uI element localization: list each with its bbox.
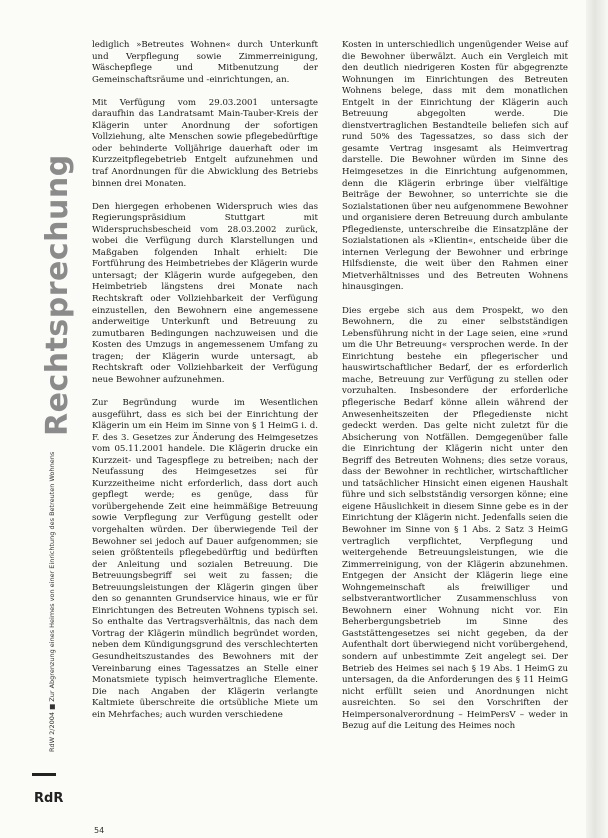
- paragraph: Zur Begründung wurde im Wesentlichen ausgeführt, dass es sich bei der Einrichtung der Klägerin um ein Heim im Sinne von § 1 HeimG i. d. F. des 3. Gesetzes zur Änderung des Heimgesetzes vom 05.11.2001 handele. Die Klägerin drucke ein Kurzzeit- und Tagespflege zu betreiben; nach der Neufassung des Heimgesetzes sei für Kurzzeitheime nicht erforderlich, dass dort auch gepflegt werde; es genüge, dass für vorübergehende Zeit eine heimmäßige Betreuung sowie Verpflegung zur Verfügung gestellt oder vorgehalten würden. Der überwiegende Teil der Bewohner sei jedoch auf Dauer aufgenommen; sie seien größtenteils pflegebedürftig und bedürften der Anleitung und sozialen Betreuung. Die Betreuungsbegriff sei weit zu fassen; die Betreuungsleistungen der Klägerin gingen über den so genannten Grundservice hinaus, wie er für Einrichtungen des Betreuten Wohnens typisch sei. So enthalte das Vertragsverhältnis, das nach dem Vortrag der Klägerin mündlich begründet worden, neben dem Kündigungsgrund des verschlechterten Gesundheitszustandes des Bewohners mit der Vereinbarung eines Tagessatzes an Stelle einer Monatsmiete typisch heimvertragliche Elemente. Die nach Angaben der Klägerin verlangte Kaltmiete überschreite die ortsübliche Miete um ein Mehrfaches; auch wurden verschiedene: [92, 397, 318, 720]
- logo-bar: [32, 773, 56, 776]
- left-text-column: [92, 40, 318, 721]
- journal-running-title: RdW 2/2004 ■ Zur Abgrenzung eines Heimes von einer Einrichtung des Betreuten Wohnens: [48, 451, 56, 752]
- paragraph: Dies ergebe sich aus dem Prospekt, wo den Bewohnern, die zu einer selbstständigen Lebensführung nicht in der Lage seien, eine »rund um die Uhr Betreuung« versprochen werde. In der Einrichtung bestehe ein pflegerischer und hauswirtschaftlicher Bedarf, der es erforderlich mache, Betreuung zur Verfügung zu stellen oder vorzuhalten. Insbesondere der erforderliche pflegerische Bedarf könne allein während der Anwesenheitszeiten der Pflegedienste nicht gedeckt werden. Das gelte nicht zuletzt für die Absicherung von Notfällen. Demgegenüber falle die Einrichtung der Klägerin nicht unter den Begriff des Betreuten Wohnens; dies setze voraus, dass der Bewohner in rechtlicher, wirtschaftlicher und tatsächlicher Hinsicht einen eigenen Haushalt führe und sich selbstständig versorgen könne; eine eigene Häuslichkeit in diesem Sinne gebe es in der Einrichtung der Klägerin nicht. Jedenfalls seien die Bewohner im Sinne von § 1 Abs. 2 Satz 3 HeimG vertraglich verpflichtet, Verpflegung und weitergehende Betreuungsleistungen, wie die Zimmerreinigung, von der Klägerin abzunehmen. Entgegen der Ansicht der Klägerin liege eine Wohngemeinschaft als freiwilliger und selbstverantwortlicher Zusammenschluss von Bewohnern einer Wohnung nicht vor. Ein Beherbergungsbetrieb im Sinne des Gaststättengesetzes sei nicht gegeben, da der Aufenthalt dort überwiegend nicht vorübergehend, sondern auf unbestimmte Zeit angelegt sei. Der Betrieb des Heimes sei nach § 19 Abs. 1 HeimG zu untersagen, da die Anforderungen des § 11 HeimG nicht erfüllt seien und Anordnungen nicht ausreichten. So sei den Vorschriften der Heimpersonalverordnung – HeimPersV – weder in Bezug auf die Leitung des Heimes noch: [342, 305, 568, 732]
- page-number: 54: [94, 826, 105, 835]
- left-margin: [0, 0, 86, 838]
- paragraph: lediglich »Betreutes Wohnen« durch Unterkunft und Verpflegung sowie Zimmerreinigung, Wäschepflege und Mitbenutzung der Gemeinschaftsräume und -einrichtungen, an.: [92, 40, 318, 85]
- paragraph: Kosten in unterschiedlich ungenügender Weise auf die Bewohner überwälzt. Auch ein Vergleich mit den deutlich niedrigeren Kosten für abgegrenzte Wohnungen im Einrichtungen des Betreuten Wohnens belege, dass mit dem monatlichen Entgelt in der Einrichtung der Klägerin auch Betreuung abgegolten werde. Die dienstvertraglichen Bestandteile beliefen sich auf rund 50% des Tagessatzes, so dass sich der gesamte Vertrag insgesamt als Heimvertrag darstelle. Die Bewohner würden im Sinne des Heimgesetzes in die Einrichtung aufgenommen, denn die Klägerin erbringe über vielfältige Beiträge der Bewohner, so unterrichte sie die Sozialstationen über neu aufgenommene Bewohner und organisiere deren Betreuung durch ambulante Pflegedienste, unterschreibe die Einsatzpläne der Sozialstationen als »Klientin«, entscheide über die internen Verlegung der Bewohner und erbringe Hilfsdienste, die weit über den Rahmen einer Mietverhältnisses und des Betreuten Wohnens hinausgingen.: [342, 40, 568, 293]
- paragraph: Mit Verfügung vom 29.03.2001 untersagte daraufhin das Landratsamt Main-Tauber-Kreis der Klägerin unter Anordnung der sofortigen Vollziehung, alte Menschen sowie pflegebedürftige oder behinderte Volljährige dauerhaft oder im Kurzzeitpflegebetrieb Entgelt aufzunehmen und traf Anordnungen für die Abwicklung des Betriebs binnen drei Monaten.: [92, 97, 318, 189]
- page-edge-shadow: [586, 0, 608, 838]
- section-heading: [40, 154, 86, 436]
- right-text-column: [342, 40, 568, 733]
- paragraph: Den hiergegen erhobenen Widerspruch wies das Regierungspräsidium Stuttgart mit Widerspruchsbescheid vom 28.03.2002 zurück, wobei die Verfügung durch Klarstellungen und Maßgaben folgenden Inhalt erhielt: Die Fortführung des Heimbetriebes der Klägerin wurde untersagt; der Klägerin wurde aufgegeben, den Heimbetrieb längstens drei Monate nach Rechtskraft oder Vollziehbarkeit der Verfügung einzustellen, den Bewohnern eine angemessene anderweitige Unterkunft und Betreuung zu zumutbaren Bedingungen nachzuweisen und die Kosten des Umzugs in angemessenem Umfang zu tragen; der Klägerin wurde untersagt, ab Rechtskraft oder Vollziehbarkeit der Verfügung neue Bewohner aufzunehmen.: [92, 201, 318, 385]
- section-heading-text: Rechtsprechung: [40, 154, 75, 436]
- journal-logo: RdR: [34, 791, 64, 806]
